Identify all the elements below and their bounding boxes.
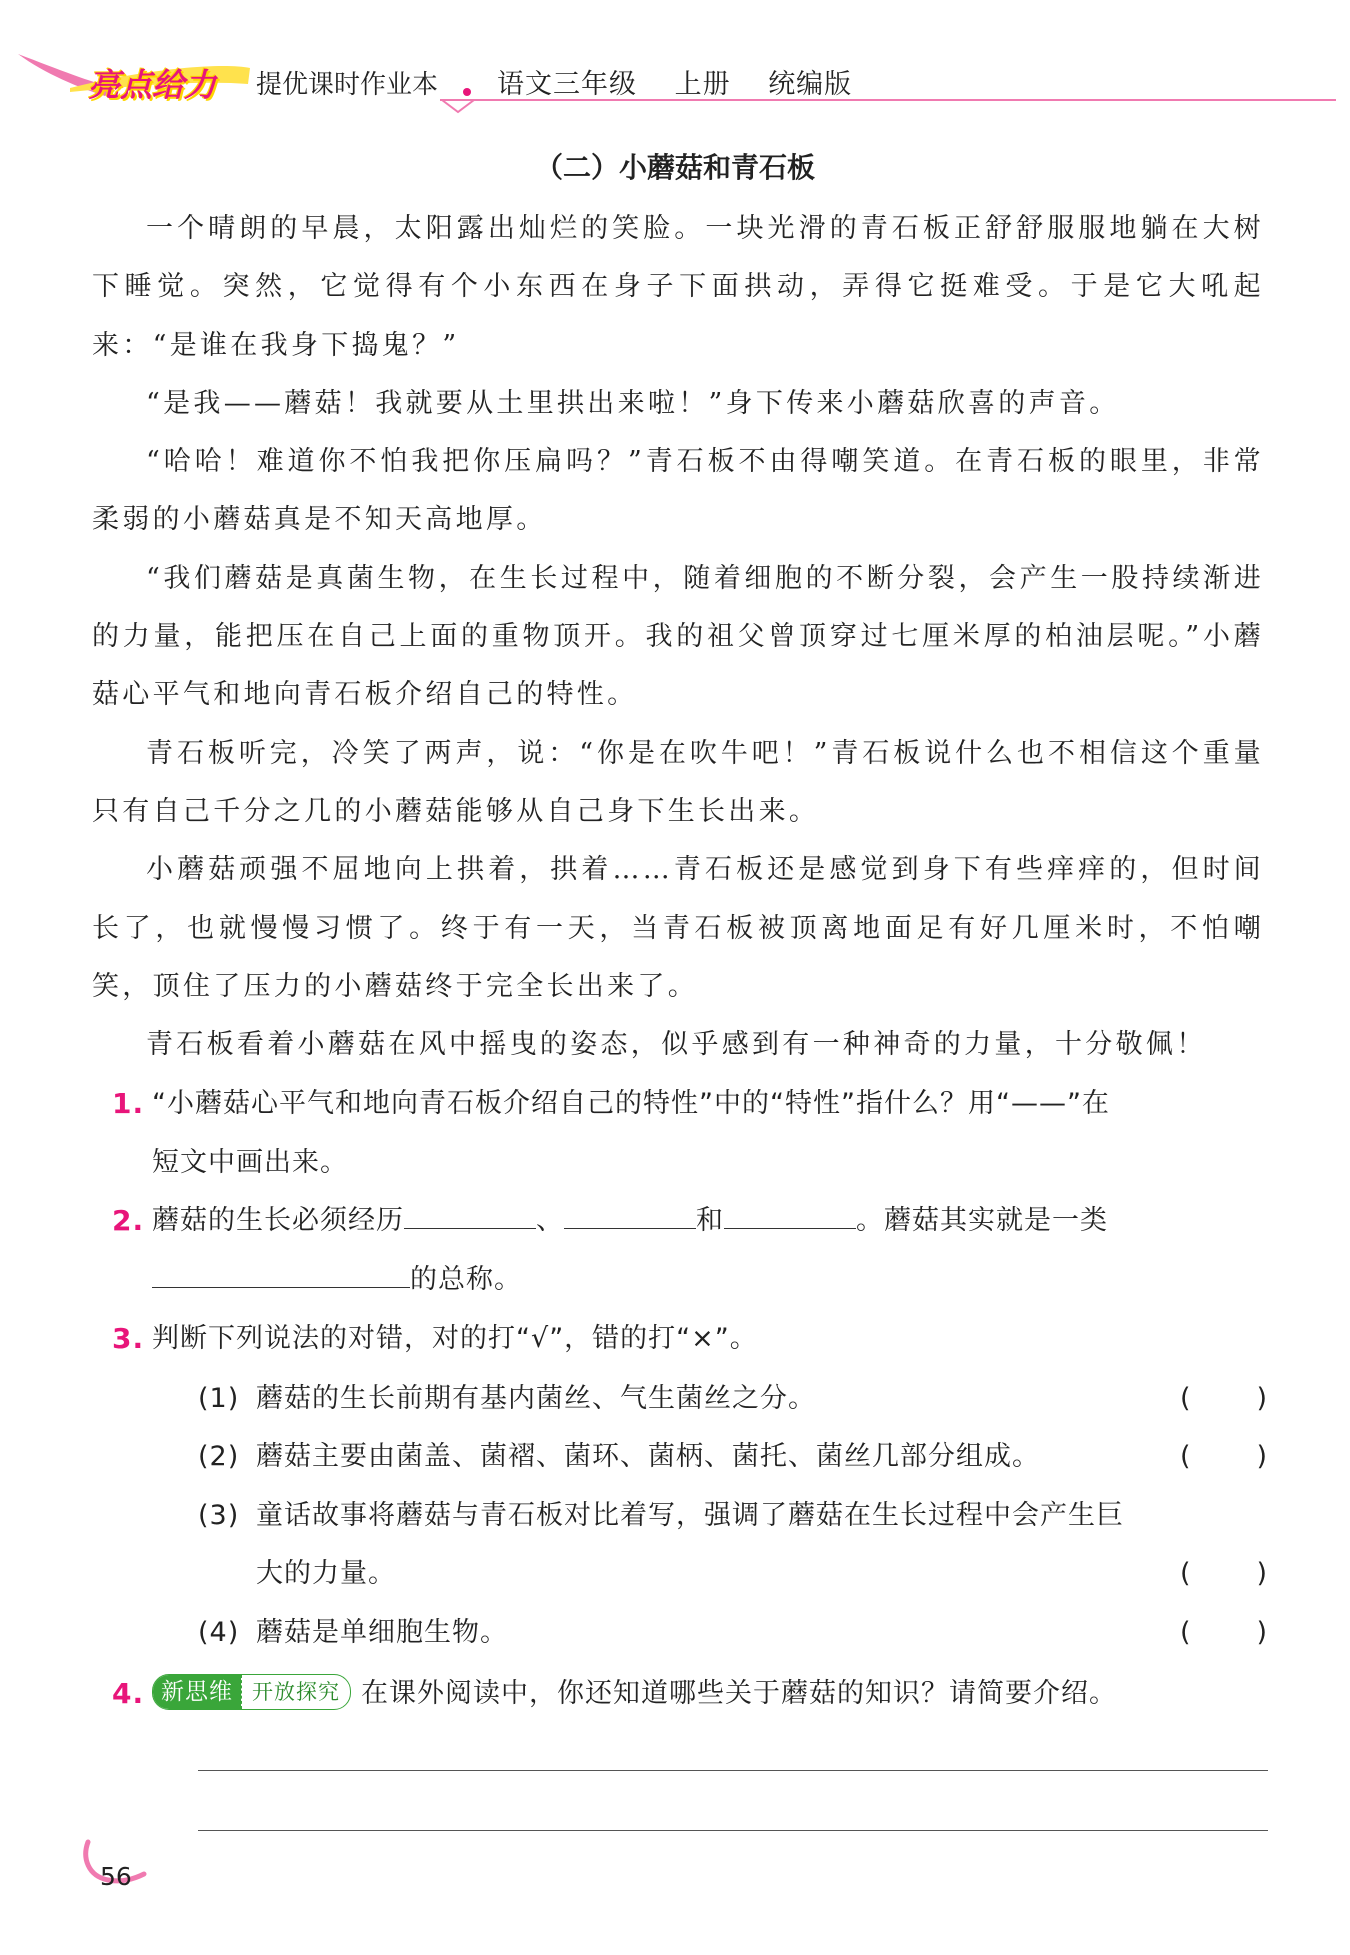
question-text: 蘑菇的生长必须经历 <box>152 1205 404 1236</box>
badge-label: 新思维 <box>153 1675 241 1709</box>
book-edition: 统编版 <box>768 69 853 100</box>
reading-passage <box>92 200 1264 1074</box>
book-grade: 语文三年级 <box>497 69 637 100</box>
question-number: 4. <box>112 1677 145 1710</box>
bullet-dot-icon <box>463 88 471 96</box>
question-text: 在课外阅读中，你还知道哪些关于蘑菇的知识？请简要介绍。 <box>361 1678 1117 1709</box>
book-title: 提优课时作业本 <box>256 70 439 100</box>
question-3 <box>112 1310 1267 1369</box>
question-2 <box>112 1192 1267 1309</box>
judgement-item <box>198 1487 1268 1546</box>
item-text: 蘑菇是单细胞生物。 <box>256 1617 508 1648</box>
question-1 <box>112 1075 1267 1192</box>
item-text: 大的力量。 <box>256 1558 396 1589</box>
answer-parentheses[interactable]: ( ) <box>1180 1558 1268 1589</box>
separator-text: 、 <box>536 1205 564 1236</box>
answer-parentheses[interactable]: ( ) <box>1180 1441 1268 1472</box>
answer-parentheses[interactable]: ( ) <box>1180 1383 1268 1414</box>
passage-paragraph: “我们蘑菇是真菌生物，在生长过程中，随着细胞的不断分裂，会产生一股持续渐进的力量，能把压在自己上面的重物顶开。我的祖父曾顶穿过七厘米厚的柏油层呢。”小蘑菇心平气和地向青石板介绍自己的特性。 <box>92 562 1264 711</box>
question-number: 3. <box>112 1322 145 1355</box>
question-text: 。蘑菇其实就是一类 <box>856 1205 1108 1236</box>
item-text: 童话故事将蘑菇与青石板对比着写，强调了蘑菇在生长过程中会产生巨 <box>256 1500 1124 1531</box>
answer-blank[interactable] <box>564 1194 696 1229</box>
header-underline-icon <box>440 96 500 116</box>
judgement-item <box>198 1604 1268 1663</box>
item-number: (4) <box>198 1617 240 1648</box>
badge-sublabel: 开放探究 <box>241 1675 350 1709</box>
page-number: 56 <box>100 1862 132 1891</box>
judgement-item <box>198 1370 1268 1429</box>
book-info <box>497 62 880 101</box>
judgement-item <box>198 1428 1268 1487</box>
question-number: 1. <box>112 1087 145 1120</box>
passage-paragraph: “是我——蘑菇！我就要从土里拱出来啦！”身下传来小蘑菇欣喜的声音。 <box>146 387 1120 419</box>
answer-blank[interactable] <box>152 1253 410 1288</box>
item-text: 蘑菇的生长前期有基内菌丝、气生菌丝之分。 <box>256 1383 816 1414</box>
passage-paragraph: 青石板看着小蘑菇在风中摇曳的姿态，似乎感到有一种神奇的力量，十分敬佩！ <box>146 1029 1207 1061</box>
answer-parentheses[interactable]: ( ) <box>1180 1617 1268 1648</box>
brand-logo: 亮点给力 <box>88 66 217 104</box>
answer-blank[interactable] <box>404 1194 536 1229</box>
item-number: (3) <box>198 1500 240 1531</box>
question-text: “小蘑菇心平气和地向青石板介绍自己的特性”中的“特性”指什么？用“——”在 <box>152 1088 1110 1119</box>
new-thinking-badge <box>152 1674 351 1710</box>
passage-paragraph: 一个晴朗的早晨，太阳露出灿烂的笑脸。一块光滑的青石板正舒舒服服地躺在大树下睡觉。突然，它觉得有个小东西在身子下面拱动，弄得它挺难受。于是它大吼起来：“是谁在我身下捣鬼？” <box>92 213 1264 361</box>
judgement-item-continued <box>198 1545 1268 1604</box>
section-title: （二）小蘑菇和青石板 <box>534 151 815 184</box>
separator-text: 和 <box>696 1205 724 1236</box>
item-number: (2) <box>198 1441 240 1472</box>
question-text: 判断下列说法的对错，对的打“√”，错的打“×”。 <box>152 1323 758 1354</box>
passage-paragraph: “哈哈！难道你不怕我把你压扁吗？”青石板不由得嘲笑道。在青石板的眼里，非常柔弱的小蘑菇真是不知天高地厚。 <box>92 446 1264 536</box>
book-volume: 上册 <box>674 69 731 100</box>
question-4 <box>112 1665 1267 1724</box>
item-number: (1) <box>198 1383 240 1414</box>
passage-paragraph: 青石板听完，冷笑了两声，说：“你是在吹牛吧！”青石板说什么也不相信这个重量只有自己千分之几的小蘑菇能够从自己身下生长出来。 <box>92 737 1264 827</box>
answer-blank[interactable] <box>724 1194 856 1229</box>
question-text: 的总称。 <box>410 1263 522 1295</box>
item-text: 蘑菇主要由菌盖、菌褶、菌环、菌柄、菌托、菌丝几部分组成。 <box>256 1441 1040 1472</box>
question-number: 2. <box>112 1204 145 1237</box>
answer-line[interactable] <box>198 1830 1268 1831</box>
answer-line[interactable] <box>198 1770 1268 1771</box>
question-text: 短文中画出来。 <box>152 1146 348 1178</box>
passage-paragraph: 小蘑菇顽强不屈地向上拱着，拱着……青石板还是感觉到身下有些痒痒的，但时间长了，也就慢慢习惯了。终于有一天，当青石板被顶离地面足有好几厘米时，不怕嘲笑，顶住了压力的小蘑菇终于完全长出来了。 <box>92 854 1264 1002</box>
